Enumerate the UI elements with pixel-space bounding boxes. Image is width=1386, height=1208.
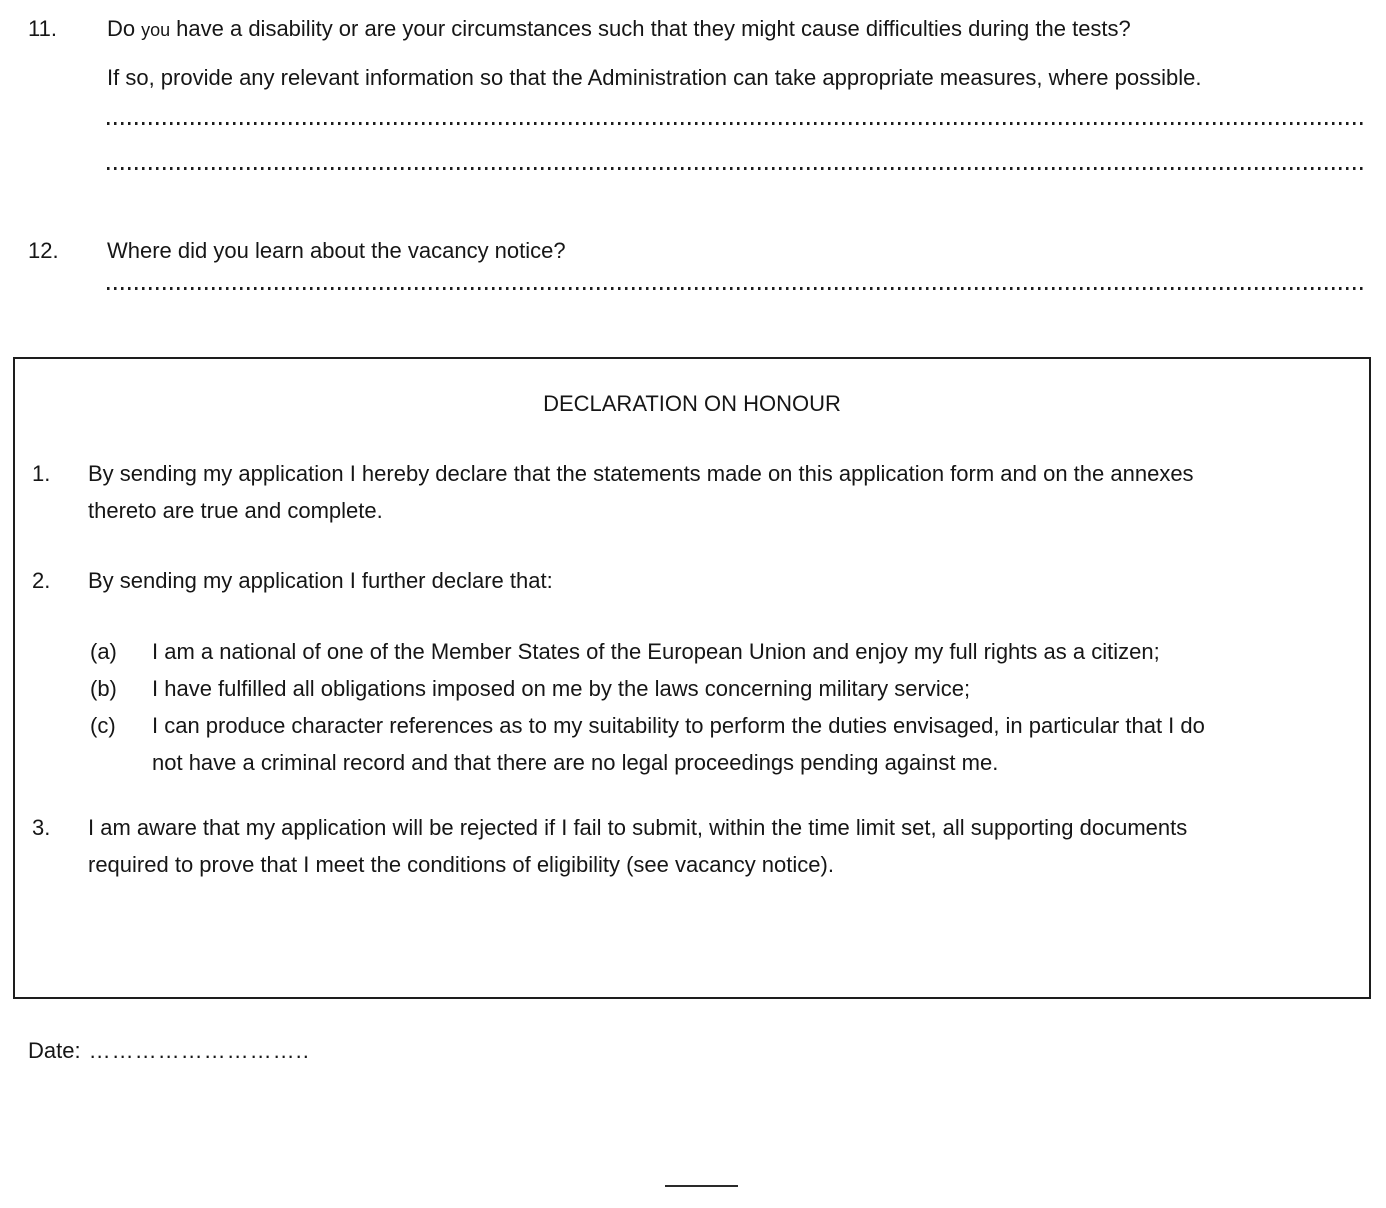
question-11-answer-line-2 bbox=[107, 167, 1363, 170]
declaration-item-2c-label: (c) bbox=[90, 713, 116, 738]
declaration-item-2-line1: By sending my application I further declare that: bbox=[88, 568, 553, 593]
question-11-answer-line-1 bbox=[107, 122, 1363, 125]
declaration-item-2b-text: I have fulfilled all obligations imposed on me by the laws concerning military service; bbox=[152, 676, 971, 701]
date-fill-dots: ……………………….. bbox=[88, 1038, 310, 1063]
declaration-item-2a-label: (a) bbox=[90, 639, 117, 664]
footnote-rule bbox=[665, 1185, 738, 1187]
question-11-line2: If so, provide any relevant information so that the Administration can take appropriate measures, where possible. bbox=[107, 65, 1202, 90]
question-11-word-you: you bbox=[141, 20, 171, 40]
date-label: Date: bbox=[28, 1038, 81, 1063]
question-12-number: 12. bbox=[28, 238, 59, 263]
declaration-title: DECLARATION ON HONOUR bbox=[543, 391, 841, 416]
declaration-item-2-number: 2. bbox=[32, 568, 51, 593]
question-12-text: Where did you learn about the vacancy notice? bbox=[107, 238, 566, 263]
declaration-item-1-line2: thereto are true and complete. bbox=[88, 498, 383, 523]
declaration-item-1-number: 1. bbox=[32, 461, 51, 486]
declaration-item-1-line1: By sending my application I hereby declare that the statements made on this application form and on the annexes bbox=[88, 461, 1194, 486]
question-11-line1-pre: Do bbox=[107, 16, 136, 41]
declaration-item-2a-text: I am a national of one of the Member States of the European Union and enjoy my full rights as a citizen; bbox=[152, 639, 1160, 664]
declaration-item-2b-label: (b) bbox=[90, 676, 117, 701]
declaration-item-2c-line2: not have a criminal record and that there are no legal proceedings pending against me. bbox=[152, 750, 999, 775]
question-11-number: 11. bbox=[28, 16, 57, 41]
question-11-line1 bbox=[107, 16, 1131, 43]
declaration-item-3-number: 3. bbox=[32, 815, 51, 840]
question-12-answer-line bbox=[107, 287, 1363, 290]
declaration-item-3-line2: required to prove that I meet the conditions of eligibility (see vacancy notice). bbox=[88, 852, 834, 877]
date-line bbox=[28, 1038, 310, 1064]
question-11-line1-post: have a disability or are your circumstances such that they might cause difficulties during the tests? bbox=[176, 16, 1131, 41]
declaration-item-2c-line1: I can produce character references as to my suitability to perform the duties envisaged, in particular that I do bbox=[152, 713, 1205, 738]
declaration-item-3-line1: I am aware that my application will be rejected if I fail to submit, within the time limit set, all supporting documents bbox=[88, 815, 1188, 840]
